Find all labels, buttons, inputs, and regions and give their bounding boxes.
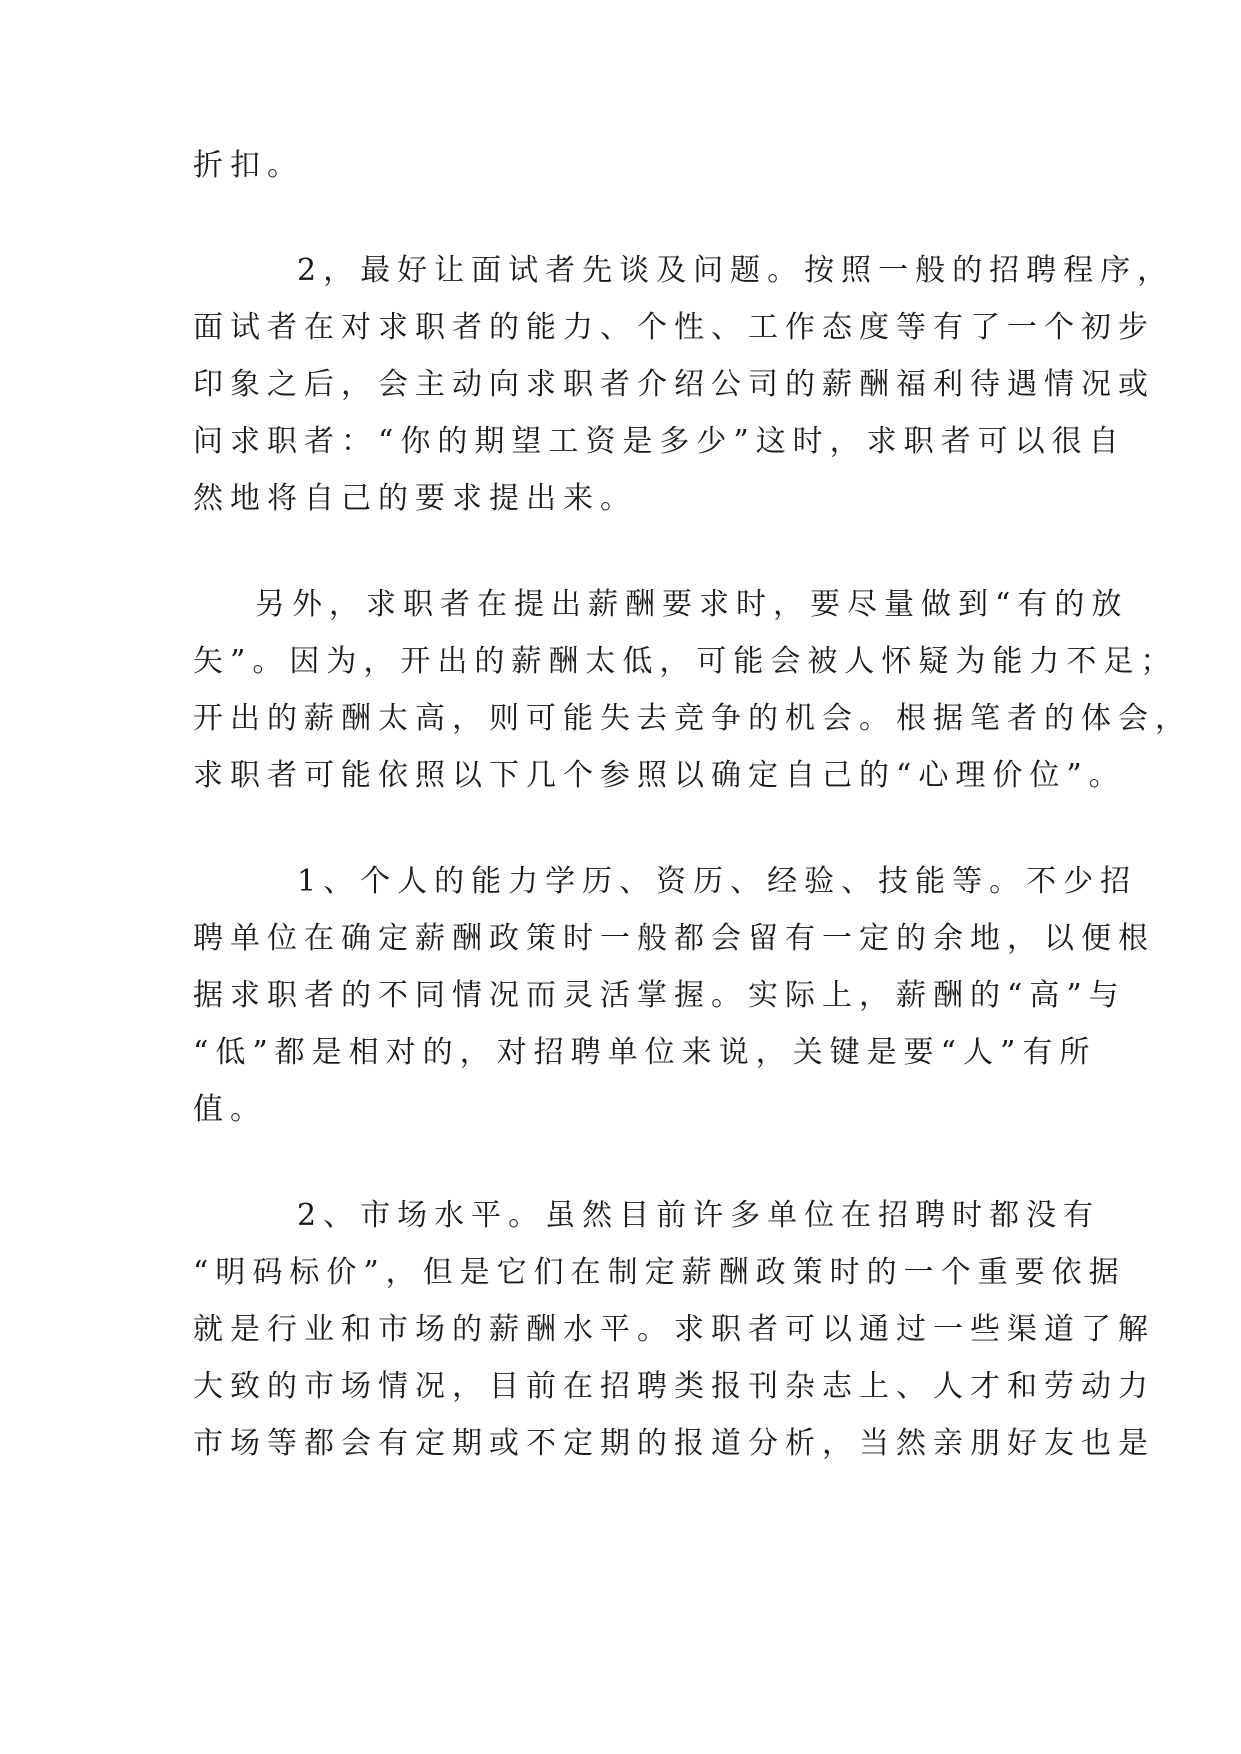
paragraph-line: 2、市场水平。虽然目前许多单位在招聘时都没有 — [297, 1198, 1101, 1233]
paragraph-line: 印象之后，会主动向求职者介绍公司的薪酬福利待遇情况或 — [193, 367, 1155, 402]
paragraph-line: “低”都是相对的，对招聘单位来说，关键是要“人”有所 — [193, 1035, 1097, 1070]
paragraph-line: 值。 — [193, 1092, 267, 1127]
paragraph-line: 市场等都会有定期或不定期的报道分析，当然亲朋好友也是 — [193, 1426, 1155, 1461]
paragraph-line: 大致的市场情况，目前在招聘类报刊杂志上、人才和劳动力 — [193, 1369, 1155, 1404]
paragraph-line: 然地将自己的要求提出来。 — [193, 481, 637, 516]
paragraph-line: 求职者可能依照以下几个参照以确定自己的“心理价位”。 — [193, 758, 1126, 793]
paragraph-line: 另外，求职者在提出薪酬要求时，要尽量做到“有的放 — [255, 587, 1129, 622]
paragraph-line: 1、个人的能力学历、资历、经验、技能等。不少招 — [297, 864, 1138, 899]
paragraph-line: 就是行业和市场的薪酬水平。求职者可以通过一些渠道了解 — [193, 1312, 1155, 1347]
paragraph-line: 问求职者：“你的期望工资是多少”这时，求职者可以很自 — [193, 424, 1126, 459]
paragraph-line: 矢”。因为，开出的薪酬太低，可能会被人怀疑为能力不足； — [193, 644, 1178, 679]
paragraph-line: 聘单位在确定薪酬政策时一般都会留有一定的余地，以便根 — [193, 921, 1155, 956]
paragraph-line: “明码标价”，但是它们在制定薪酬政策时的一个重要依据 — [193, 1255, 1126, 1290]
paragraph-line: 折扣。 — [193, 148, 304, 183]
paragraph-line: 面试者在对求职者的能力、个性、工作态度等有了一个初步 — [193, 310, 1155, 345]
paragraph-line: 2，最好让面试者先谈及问题。按照一般的招聘程序， — [297, 253, 1175, 288]
paragraph-line: 据求职者的不同情况而灵活掌握。实际上，薪酬的“高”与 — [193, 978, 1126, 1013]
paragraph-line: 开出的薪酬太高，则可能失去竞争的机会。根据笔者的体会， — [193, 701, 1192, 736]
